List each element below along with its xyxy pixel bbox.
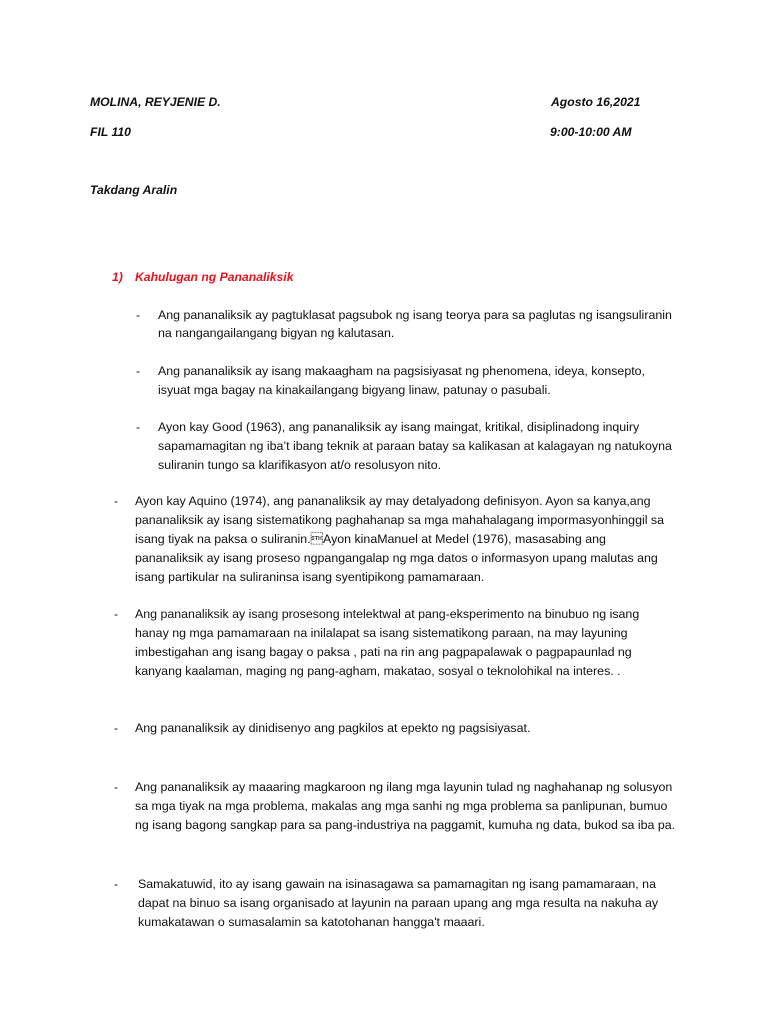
section-number: 1) <box>112 270 123 284</box>
list-item-line: sa mga tiyak na mga problema, makalas ang mga sanhi ng mga problema sa panlipunan, bumuo <box>135 799 668 813</box>
list-item-line: suliranin tungo sa klarifikasyon at/o resolusyon nito. <box>158 458 442 472</box>
list-dash: - <box>114 607 119 621</box>
student-name: MOLINA, REYJENIE D. <box>90 95 221 109</box>
list-item-line: ng isang bagong sangkap para sa pang-industriya na paggamit, kumuha ng data, bukod sa iba pa. <box>135 818 676 832</box>
list-item-line: Ang pananaliksik ay isang makaagham na pagsisiyasat ng phenomena, ideya, konsepto, <box>158 364 645 378</box>
list-item-line: pananaliksik ay isang sistematikong paghahanap sa mga mahahalagang impormasyonhinggil sa <box>135 513 664 527</box>
list-dash: - <box>114 494 119 508</box>
list-item-line: Samakatuwid, ito ay isang gawain na isinasagawa sa pamamagitan ng isang pamamaraan, na <box>138 877 656 891</box>
list-item-line: imbestigahan ang isang bagay o paksa , pati na rin ang pagpapalawak o pagpapaunlad ng <box>135 645 632 659</box>
list-item-line: sapamamagitan ng iba’t ibang teknik at paraan batay sa kalikasan at kalagayan ng natukoyna <box>158 439 672 453</box>
list-item-line: pananaliksik ay isang proseso ngpangangalap ng mga datos o informasyon upang malutas ang <box>135 551 658 565</box>
list-item-line: isang tiyak na paksa o suliranin.Ayon kinaManuel at Medel (1976), masasabing ang <box>135 532 606 546</box>
course-code: FIL 110 <box>90 125 131 139</box>
list-item-line: kumakatawan o sumasalamin sa katotohanan hangga't maaari. <box>138 915 485 929</box>
list-item-line: Ang pananaliksik ay maaaring magkaroon ng ilang mga layunin tulad ng naghahanap ng solusyon <box>135 780 673 794</box>
list-item-line: Ang pananaliksik ay dinidisenyo ang pagkilos at epekto ng pagsisiyasat. <box>135 721 531 735</box>
class-time: 9:00-10:00 AM <box>550 125 632 139</box>
list-item-line: dapat na binuo sa isang organisado at layunin na paraan upang ang mga resulta na nakuha ay <box>138 896 659 910</box>
list-item-line: hanay ng mga pamamaraan na inilalapat sa isang sistematikong paraan, na may layuning <box>135 626 628 640</box>
assignment-date: Agosto 16,2021 <box>551 95 641 109</box>
list-dash: - <box>114 877 119 891</box>
list-dash: - <box>114 721 119 735</box>
list-item-line: Ayon kay Good (1963), ang pananaliksik ay isang maingat, kritikal, disiplinadong inquiry <box>158 420 640 434</box>
list-item-line: Ang pananaliksik ay pagtuklasat pagsubok ng isang teorya para sa paglutas ng isangsuliranin <box>158 308 672 322</box>
list-dash: - <box>136 364 141 378</box>
list-item-line: na nangangailangang bigyan ng kalutasan. <box>158 326 395 340</box>
list-item-line: isang partikular na suliraninsa isang syentipikong pamamaraan. <box>135 570 485 584</box>
list-item-line: Ayon kay Aquino (1974), ang pananaliksik ay may detalyadong definisyon. Ayon sa kanya,ang <box>135 494 651 508</box>
section-heading: Kahulugan ng Pananaliksik <box>135 270 294 284</box>
list-dash: - <box>136 420 141 434</box>
list-dash: - <box>136 308 141 322</box>
list-item-line: isyuat mga bagay na kinakailangang bigyang linaw, patunay o pasubali. <box>158 383 551 397</box>
page-title: Takdang Aralin <box>90 183 178 197</box>
list-item-line: kanyang kaalaman, maging ng pang-agham, makatao, sosyal o teknolohikal na interes. . <box>135 664 621 678</box>
list-dash: - <box>114 780 119 794</box>
list-item-line: Ang pananaliksik ay isang prosesong intelektwal at pang-eksperimento na binubuo ng isang <box>135 607 640 621</box>
